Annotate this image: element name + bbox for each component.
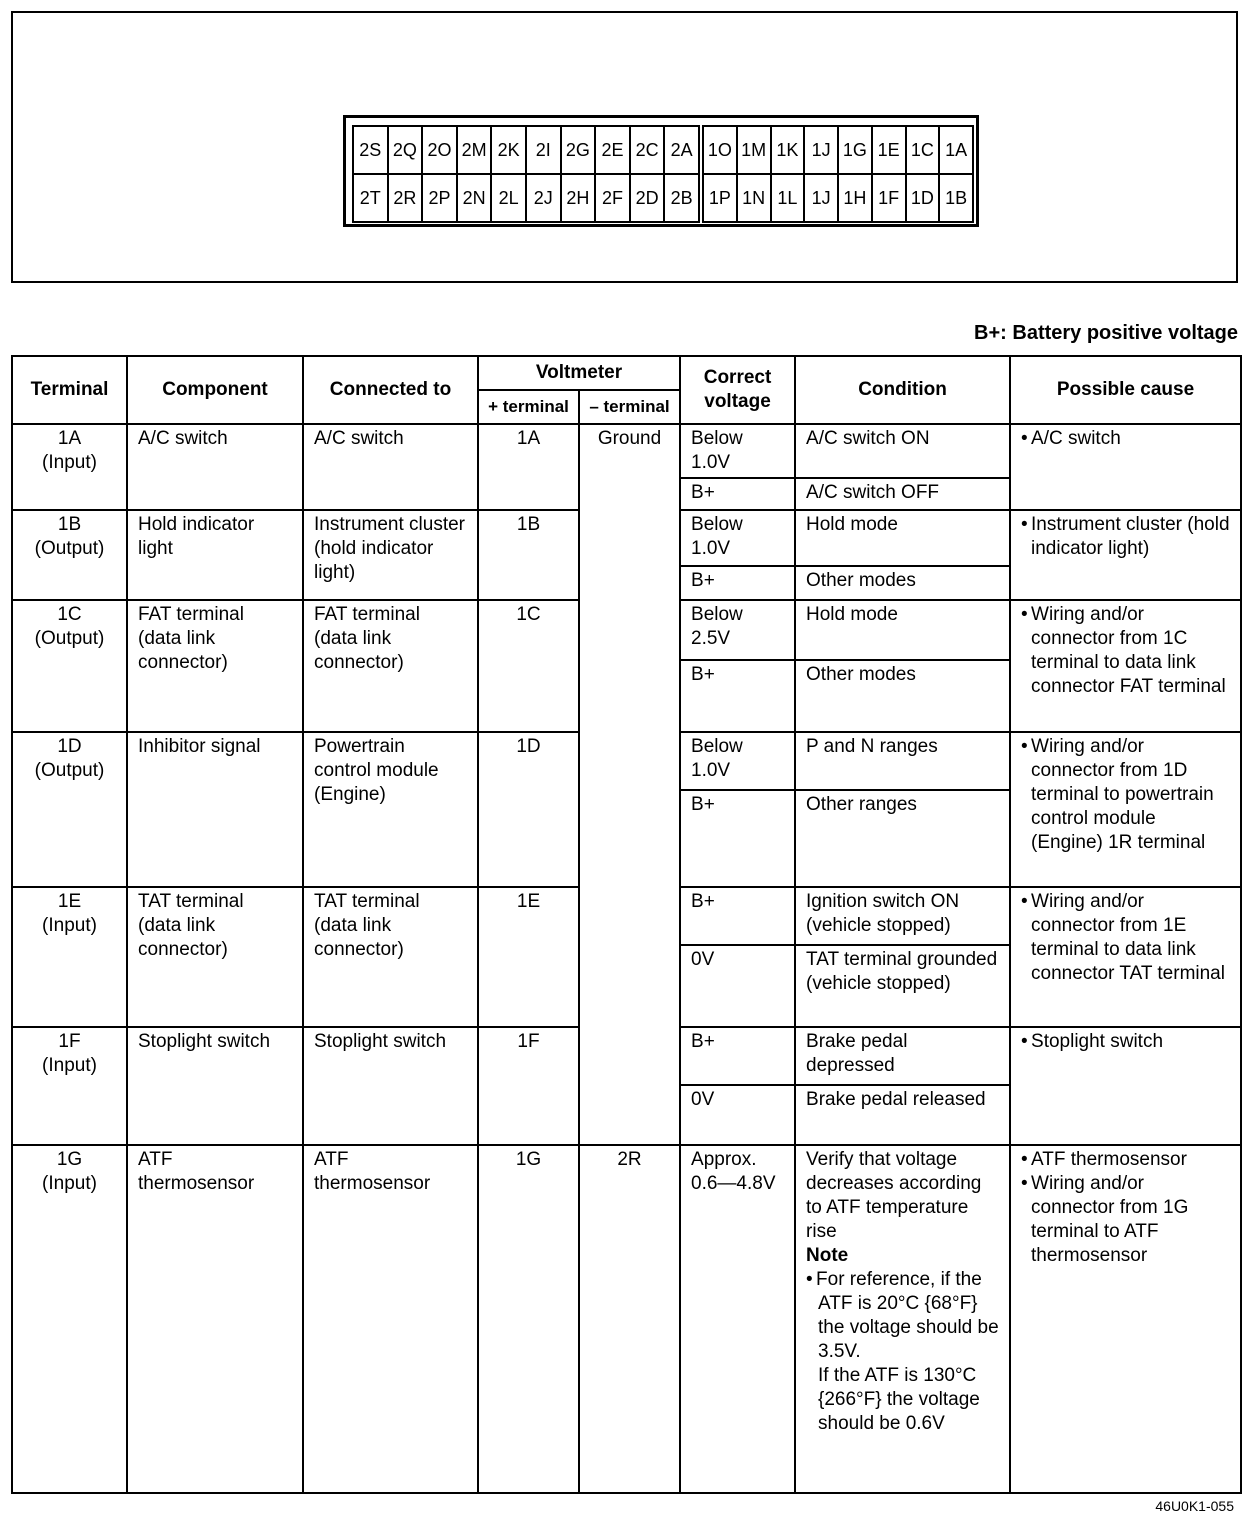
connector-pin: 1H [838,174,872,222]
plus-terminal-cell: 1F [478,1027,579,1145]
condition-cell: Hold mode [795,600,1010,660]
voltage-cell: B+ [680,1027,795,1085]
connected-cell: Instrument cluster (hold indicator light) [303,510,478,600]
voltage-cell: Approx. 0.6—4.8V [680,1145,795,1493]
cause-item: Wiring and/or connector from 1E terminal to data link connector TAT terminal [1031,891,1225,984]
voltage-cell: Below 1.0V [680,510,795,566]
cause-cell: • A/C switch [1010,424,1241,510]
plus-terminal-cell: 1G [478,1145,579,1493]
table-row-1a [12,424,1241,478]
voltage-cell: Below 2.5V [680,600,795,660]
terminal-id: 1G [56,1149,83,1170]
connector-pin: 2G [561,126,596,174]
voltage-cell: 0V [680,945,795,1027]
condition-cell: TAT terminal grounded (vehicle stopped) [795,945,1010,1027]
connector-pins-2 [352,125,700,223]
connector-pin: 1K [771,126,805,174]
connector-pin: 2J [526,174,561,222]
connector-pin: 1E [872,126,906,174]
voltage-cell: B+ [680,887,795,945]
connector-pin: 2S [353,126,388,174]
component-cell: FAT terminal (data link connector) [127,600,303,732]
terminal-io: (Input) [42,1173,97,1194]
cause-cell: • Wiring and/or connector from 1E terminal to data link connector TAT terminal [1010,887,1241,1027]
connector-pin: 2M [457,126,492,174]
condition-cell: Brake pedal depressed [795,1027,1010,1085]
condition-cell: Other modes [795,566,1010,600]
header-terminal: Terminal [12,356,127,424]
cause-item: A/C switch [1031,428,1121,449]
terminal-io: (Input) [42,1055,97,1076]
connector-pin: 1O [703,126,737,174]
voltage-cell: B+ [680,790,795,887]
condition-cell: A/C switch ON [795,424,1010,478]
voltage-cell: B+ [680,660,795,732]
connector-pin: 1L [771,174,805,222]
terminal-io: (Output) [34,628,105,649]
header-possible-cause: Possible cause [1010,356,1241,424]
connector-pin: 1A [939,126,973,174]
condition-cell: Verify that voltage decreases according to ATF temperature rise Note • For reference, if the ATF is 20°C {68°F} the voltage should be 3.5V. If the ATF is 130°C {266°F} the voltage should be 0.6V [795,1145,1010,1493]
terminal-io: (Input) [42,452,97,473]
terminal-id: 1F [58,1031,81,1052]
connected-cell: ATF thermosensor [303,1145,478,1493]
connector-pins-1 [702,125,974,223]
connector-pin: 2N [457,174,492,222]
connector-pin: 2P [422,174,457,222]
cause-item: Instrument cluster (hold indicator light) [1031,514,1230,559]
component-cell: Inhibitor signal [127,732,303,887]
connector-outline [343,115,979,227]
connected-cell: Powertrain control module (Engine) [303,732,478,887]
cause-item: Stoplight switch [1031,1031,1164,1052]
terminal-table [11,355,1242,1494]
cause-cell: • Wiring and/or connector from 1C terminal to data link connector FAT terminal [1010,600,1241,732]
connector-pin: 1P [703,174,737,222]
connector-pin: 1J [804,174,838,222]
header-plus-terminal: + terminal [478,390,579,424]
connector-pin: 2K [491,126,526,174]
connector-pin: 1D [906,174,940,222]
connector-pin: 1B [939,174,973,222]
cause-cell: • ATF thermosensor • Wiring and/or connector from 1G terminal to ATF thermosensor [1010,1145,1241,1493]
voltage-cell: 0V [680,1085,795,1145]
table-row-1g [12,1145,1241,1493]
note-label: Note [806,1245,849,1266]
connected-cell: A/C switch [303,424,478,510]
terminal-id: 1B [57,514,82,535]
terminal-id: 1A [57,428,82,449]
voltage-cell: B+ [680,566,795,600]
connected-cell: Stoplight switch [303,1027,478,1145]
terminal-id: 1E [57,891,82,912]
component-cell: ATF thermosensor [127,1145,303,1493]
connector-pin: 2E [595,126,630,174]
header-condition: Condition [795,356,1010,424]
connector-pin: 2B [664,174,699,222]
connector-pin: 2D [630,174,665,222]
connector-pin: 2F [595,174,630,222]
cause-item: Wiring and/or connector from 1G terminal to ATF thermosensor [1031,1173,1189,1266]
condition-cell: P and N ranges [795,732,1010,790]
terminal-id: 1C [57,604,82,625]
connector-pin: 2H [561,174,596,222]
header-connected-to: Connected to [303,356,478,424]
connector-pin: 2I [526,126,561,174]
cause-cell: • Wiring and/or connector from 1D terminal to powertrain control module (Engine) 1R terminal [1010,732,1241,887]
minus-terminal-cell: 2R [579,1145,680,1493]
connector-pin: 2T [353,174,388,222]
terminal-id: 1D [57,736,82,757]
connector-pin: 2O [422,126,457,174]
voltage-cell: B+ [680,478,795,510]
connector-pin: 1M [737,126,771,174]
connector-pin: 2A [664,126,699,174]
voltage-cell: Below 1.0V [680,424,795,478]
condition-cell: Ignition switch ON (vehicle stopped) [795,887,1010,945]
header-minus-terminal: – terminal [579,390,680,424]
component-cell: Hold indicator light [127,510,303,600]
condition-cell: Other modes [795,660,1010,732]
header-component: Component [127,356,303,424]
plus-terminal-cell: 1D [478,732,579,887]
condition-cell: A/C switch OFF [795,478,1010,510]
cause-item: ATF thermosensor [1031,1149,1187,1170]
condition-cell: Brake pedal released [795,1085,1010,1145]
minus-terminal-ground: Ground [579,424,680,1145]
header-voltmeter: Voltmeter [478,356,680,390]
condition-cell: Other ranges [795,790,1010,887]
plus-terminal-cell: 1E [478,887,579,1027]
cause-cell: • Stoplight switch [1010,1027,1241,1145]
plus-terminal-cell: 1B [478,510,579,600]
connector-pin: 1G [838,126,872,174]
cause-item: Wiring and/or connector from 1C terminal to data link connector FAT terminal [1031,604,1226,697]
terminal-io: (Input) [42,915,97,936]
connector-pin: 2R [388,174,423,222]
condition-text: Verify that voltage decreases according to ATF temperature rise [806,1149,982,1242]
connector-pin: 2Q [388,126,423,174]
cause-cell: • Instrument cluster (hold indicator light) [1010,510,1241,600]
connector-pin: 1J [804,126,838,174]
header-correct-voltage: Correct voltage [680,356,795,424]
component-cell: A/C switch [127,424,303,510]
connector-pin: 2C [630,126,665,174]
connector-pin: 1F [872,174,906,222]
connector-pin: 1C [906,126,940,174]
connector-diagram [11,11,1238,283]
component-cell: TAT terminal (data link connector) [127,887,303,1027]
note-text-1: For reference, if the ATF is 20°C {68°F} the voltage should be 3.5V. [816,1269,999,1362]
plus-terminal-cell: 1A [478,424,579,510]
connector-pin: 2L [491,174,526,222]
plus-terminal-cell: 1C [478,600,579,732]
voltage-cell: Below 1.0V [680,732,795,790]
condition-cell: Hold mode [795,510,1010,566]
connected-cell: FAT terminal (data link connector) [303,600,478,732]
legend: B+: Battery positive voltage [974,322,1238,344]
connected-cell: TAT terminal (data link connector) [303,887,478,1027]
figure-code: 46U0K1-055 [1155,1498,1234,1514]
terminal-io: (Output) [34,760,105,781]
component-cell: Stoplight switch [127,1027,303,1145]
note-text-2: If the ATF is 130°C {266°F} the voltage should be 0.6V [818,1365,980,1434]
connector-pin: 1N [737,174,771,222]
terminal-io: (Output) [34,538,105,559]
cause-item: Wiring and/or connector from 1D terminal to powertrain control module (Engine) 1R terminal [1031,736,1214,853]
